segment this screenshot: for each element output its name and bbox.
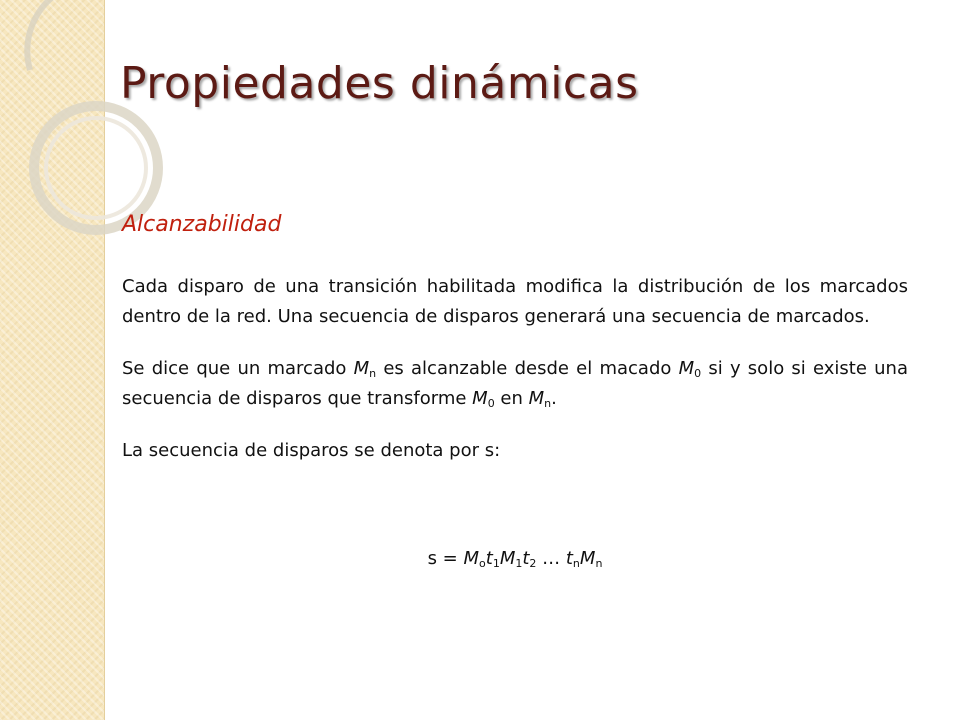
text-segment: en xyxy=(494,388,529,409)
text-segment: es alcanzable desde el macado xyxy=(376,358,679,379)
math-subscript: n xyxy=(544,397,552,410)
math-var: M xyxy=(678,358,695,379)
math-subscript: n xyxy=(595,557,603,570)
math-subscript: n xyxy=(572,557,580,570)
math-var: M xyxy=(528,388,545,409)
math-var: t xyxy=(485,548,493,569)
math-var: M xyxy=(472,388,488,409)
math-var: t xyxy=(565,548,573,569)
math-subscript: 2 xyxy=(529,557,537,570)
formula-lhs: s = xyxy=(427,548,464,569)
math-subscript: o xyxy=(479,557,486,570)
text-segment: . xyxy=(551,388,557,409)
slide-title: Propiedades dinámicas xyxy=(120,58,639,109)
math-var: M xyxy=(579,548,596,569)
math-subscript: 0 xyxy=(487,397,495,410)
math-var: M xyxy=(463,548,480,569)
math-subscript: 0 xyxy=(694,367,702,380)
math-subscript: 1 xyxy=(492,557,500,570)
formula-ellipsis: … xyxy=(536,548,566,569)
math-var: t xyxy=(522,548,530,569)
sequence-formula xyxy=(122,548,908,569)
slide-body xyxy=(122,272,908,488)
math-subscript: n xyxy=(369,367,377,380)
math-subscript: 1 xyxy=(515,557,523,570)
text-segment: Se dice que un marcado xyxy=(122,358,354,379)
paragraph-alcanzable xyxy=(122,354,908,414)
text-segment: si y solo si existe una secuencia de disparos que transforme xyxy=(122,358,908,409)
paragraph-notation: La secuencia de disparos se denota por s: xyxy=(122,440,501,461)
decorative-sidebar xyxy=(0,0,105,720)
section-subtitle: Alcanzabilidad xyxy=(122,212,282,237)
paragraph-disparo: Cada disparo de una transición habilitada modifica la distribución de los marcados dentro de la red. Una secuencia de disparos generará una secuencia de marcados. xyxy=(122,276,908,327)
math-var: M xyxy=(353,358,370,379)
math-var: M xyxy=(499,548,516,569)
